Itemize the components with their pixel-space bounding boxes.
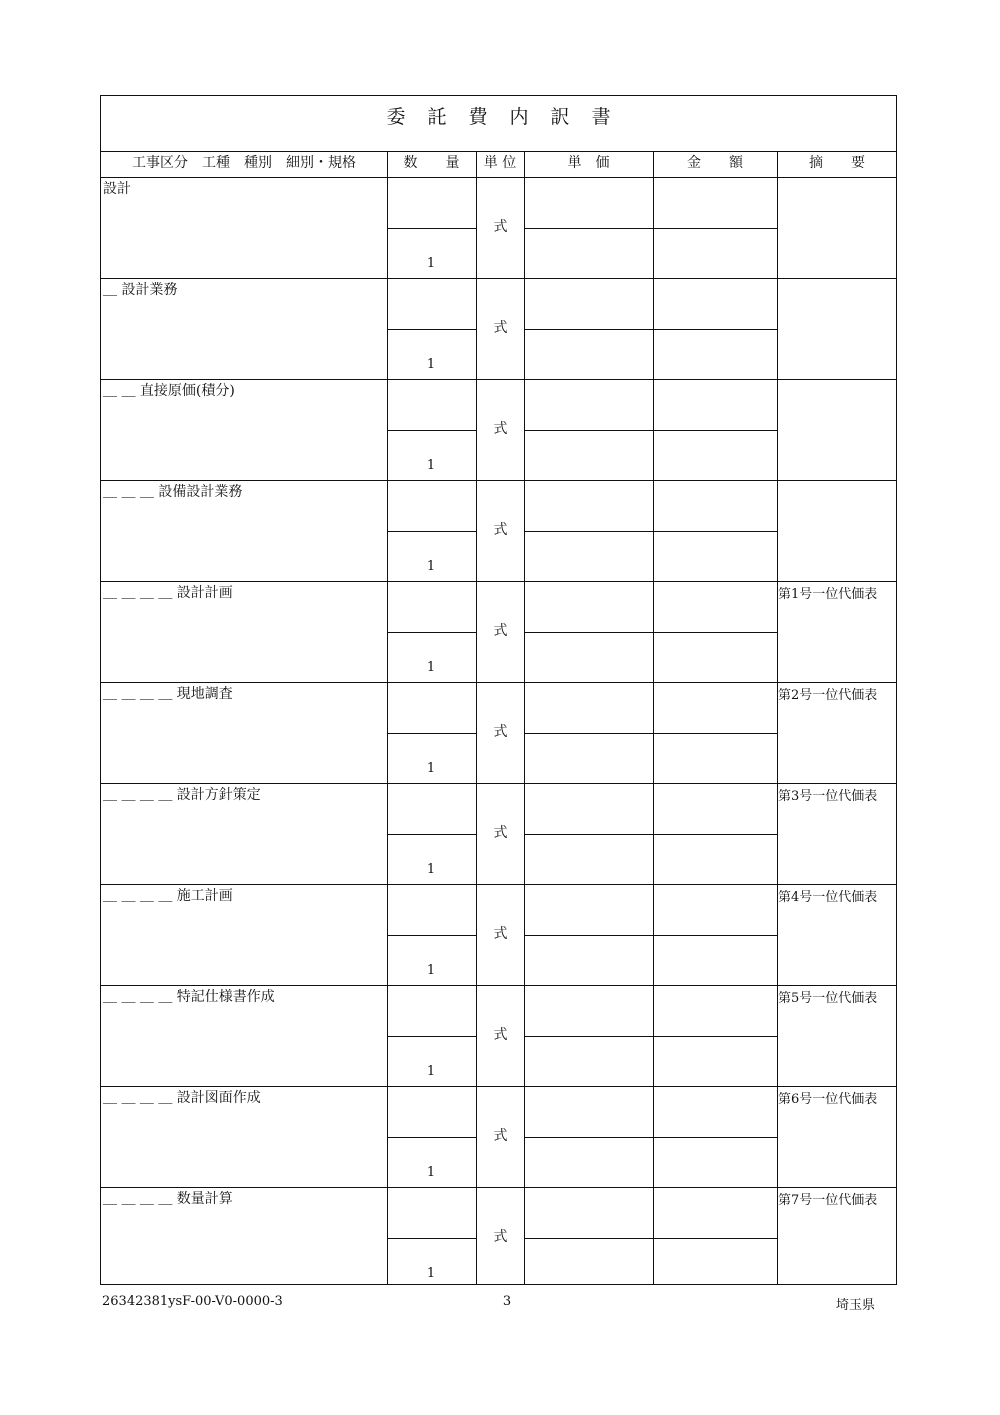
- table-row: [101, 481, 896, 582]
- cell-divider: [524, 1036, 777, 1037]
- quantity-cell: 1: [426, 761, 436, 776]
- cell-divider: [387, 531, 476, 532]
- unit-cell: 式: [493, 1128, 508, 1144]
- unit-cell: 式: [493, 1229, 508, 1245]
- quantity-cell: 1: [426, 256, 436, 271]
- document-title: 委託費内訳書: [386, 106, 633, 128]
- remarks-cell: 第5号一位代価表: [778, 991, 878, 1006]
- cell-divider: [524, 228, 777, 229]
- cell-divider: [524, 329, 777, 330]
- item-name: ＿ ＿ ＿ 設備設計業務: [103, 484, 243, 500]
- unit-cell: 式: [493, 421, 508, 437]
- cell-divider: [524, 834, 777, 835]
- item-name: ＿ ＿ ＿ ＿ 現地調査: [103, 686, 233, 702]
- cell-divider: [524, 733, 777, 734]
- header-remarks: 摘 要: [777, 152, 897, 178]
- organization-name: 埼玉県: [836, 1298, 876, 1313]
- table-row: [101, 279, 896, 380]
- table-row: [101, 1188, 896, 1285]
- header-unit-price: 単 価: [524, 152, 653, 178]
- cell-divider: [387, 329, 476, 330]
- item-name: ＿ ＿ 直接原価(積分): [103, 383, 235, 399]
- quantity-cell: 1: [426, 862, 436, 877]
- remarks-cell: 第7号一位代価表: [778, 1193, 878, 1208]
- item-name: ＿ ＿ ＿ ＿ 設計図面作成: [103, 1090, 261, 1106]
- cell-divider: [387, 228, 476, 229]
- quantity-cell: 1: [426, 458, 436, 473]
- quantity-cell: 1: [426, 1165, 436, 1180]
- item-name: 設計: [103, 181, 131, 197]
- item-name: ＿ ＿ ＿ ＿ 数量計算: [103, 1191, 233, 1207]
- cell-divider: [524, 1137, 777, 1138]
- unit-cell: 式: [493, 219, 508, 235]
- table-row: [101, 683, 896, 784]
- unit-cell: 式: [493, 724, 508, 740]
- table-row: [101, 380, 896, 481]
- unit-cell: 式: [493, 1027, 508, 1043]
- item-name: ＿ ＿ ＿ ＿ 設計計画: [103, 585, 233, 601]
- item-name: ＿ ＿ ＿ ＿ 特記仕様書作成: [103, 989, 275, 1005]
- quantity-cell: 1: [426, 660, 436, 675]
- cell-divider: [387, 430, 476, 431]
- remarks-cell: 第3号一位代価表: [778, 789, 878, 804]
- item-name: ＿ ＿ ＿ ＿ 設計方針策定: [103, 787, 261, 803]
- table-row: [101, 986, 896, 1087]
- cell-divider: [387, 1238, 476, 1239]
- item-name: ＿ ＿ ＿ ＿ 施工計画: [103, 888, 233, 904]
- table-row: [101, 784, 896, 885]
- page-number: 3: [502, 1294, 512, 1309]
- table-row: [101, 885, 896, 986]
- cell-divider: [387, 1036, 476, 1037]
- quantity-cell: 1: [426, 357, 436, 372]
- quantity-cell: 1: [426, 559, 436, 574]
- item-name: ＿ 設計業務: [103, 282, 178, 298]
- remarks-cell: 第4号一位代価表: [778, 890, 878, 905]
- table-body: [101, 178, 896, 1285]
- header-item: 工事区分 工種 種別 細別・規格: [101, 152, 387, 178]
- header-quantity: 数 量: [387, 152, 476, 178]
- cell-divider: [387, 632, 476, 633]
- remarks-cell: 第6号一位代価表: [778, 1092, 878, 1107]
- cell-divider: [524, 935, 777, 936]
- remarks-cell: 第2号一位代価表: [778, 688, 878, 703]
- cell-divider: [524, 531, 777, 532]
- table-row: [101, 582, 896, 683]
- document-code: 26342381ysF-00-V0-0000-3: [102, 1294, 283, 1309]
- cell-divider: [387, 1137, 476, 1138]
- quantity-cell: 1: [426, 1266, 436, 1281]
- cell-divider: [387, 834, 476, 835]
- unit-cell: 式: [493, 926, 508, 942]
- remarks-cell: 第1号一位代価表: [778, 587, 878, 602]
- table-row: [101, 178, 896, 279]
- cell-divider: [387, 733, 476, 734]
- unit-cell: 式: [493, 522, 508, 538]
- cell-divider: [524, 430, 777, 431]
- unit-cell: 式: [493, 825, 508, 841]
- unit-cell: 式: [493, 320, 508, 336]
- cell-divider: [524, 632, 777, 633]
- header-unit: 単 位: [476, 152, 524, 178]
- cell-divider: [387, 935, 476, 936]
- cell-divider: [524, 1238, 777, 1239]
- unit-cell: 式: [493, 623, 508, 639]
- quantity-cell: 1: [426, 963, 436, 978]
- cost-breakdown-sheet: [100, 95, 897, 1285]
- title-area: [101, 96, 896, 152]
- header-amount: 金 額: [653, 152, 777, 178]
- table-row: [101, 1087, 896, 1188]
- quantity-cell: 1: [426, 1064, 436, 1079]
